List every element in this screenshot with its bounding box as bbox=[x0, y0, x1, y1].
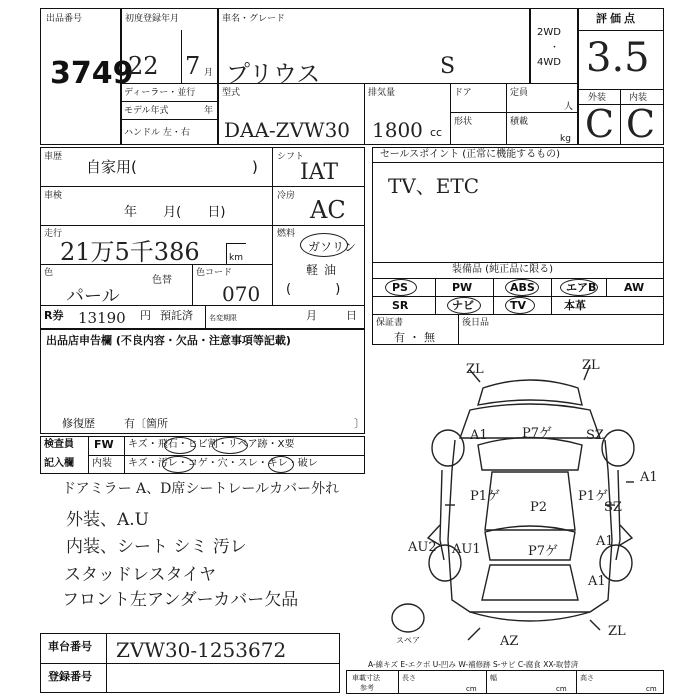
damage-mark: SZ bbox=[604, 500, 622, 515]
damage-mark: P7ゲ bbox=[528, 544, 559, 559]
note-line: フロント左アンダーカバー欠品 bbox=[62, 590, 299, 610]
damage-mark: AZ bbox=[500, 634, 519, 649]
capacity-label: 定員 bbox=[510, 88, 529, 98]
handle-label: ハンドル 左・右 bbox=[124, 128, 190, 138]
fuel-paren: ( ) bbox=[286, 282, 341, 297]
shift-value: IAT bbox=[300, 160, 339, 185]
exterior-label: 外装 bbox=[588, 93, 607, 103]
first-reg-month: 7 bbox=[185, 52, 201, 80]
lot-label: 出品番号 bbox=[46, 14, 83, 24]
mileage-unit: km bbox=[229, 253, 243, 263]
spare-label: スペア bbox=[396, 636, 420, 645]
sales-point-value: TV、ETC bbox=[388, 174, 480, 198]
capacity-unit: 人 bbox=[564, 102, 574, 112]
model-grade-label: 車名・グレード bbox=[222, 14, 286, 24]
fw-items: キズ・飛石・ヒビ割・リペア跡・X要 bbox=[128, 439, 295, 450]
interior-items: キズ・汚レ・コゲ・穴・スレ・キレ・破レ bbox=[128, 458, 318, 469]
recycle-value: 13190 bbox=[78, 309, 126, 327]
equipment-item: 本革 bbox=[564, 299, 586, 312]
lot-number: 3749 bbox=[50, 56, 134, 91]
recycle-deposit: 預託済 bbox=[160, 309, 193, 322]
inspection-label: 車検 bbox=[44, 191, 63, 201]
equipment-item: AW bbox=[624, 281, 645, 294]
equipment-item: ABS bbox=[510, 281, 535, 294]
history-value: 自家用( bbox=[86, 158, 137, 176]
mileage-label: 走行 bbox=[44, 229, 63, 239]
measure-label2: 参考 bbox=[360, 684, 374, 692]
deadline-day: 日 bbox=[346, 309, 357, 322]
warranty-value: 有・無 bbox=[394, 331, 439, 344]
color-code-label: 色コード bbox=[196, 268, 233, 278]
type-value: DAA-ZVW30 bbox=[224, 118, 351, 142]
damage-mark: SZ bbox=[586, 428, 604, 443]
note-line: スタッドレスタイヤ bbox=[64, 565, 217, 585]
type-label: 型式 bbox=[222, 88, 241, 98]
load-label: 積載 bbox=[510, 117, 529, 127]
fuel-gasoline: ガソリン bbox=[308, 240, 357, 254]
fw-label: FW bbox=[94, 438, 114, 451]
note-line: ドアミラー A、D席シートレールカバー外れ bbox=[62, 481, 340, 497]
grade: S bbox=[440, 54, 456, 79]
color-change-label: 色替 bbox=[152, 275, 172, 286]
exterior-grade: C bbox=[585, 102, 615, 146]
fuel-diesel: 軽油 bbox=[306, 263, 343, 277]
measure-width: 幅 bbox=[490, 674, 497, 682]
color-label: 色 bbox=[44, 268, 54, 278]
measure-length: 長さ bbox=[402, 674, 416, 682]
sales-point-label: セールスポイント (正常に機能するもの) bbox=[380, 149, 561, 160]
mileage-value: 21万5千386 bbox=[60, 238, 200, 266]
color-value: パール bbox=[66, 286, 120, 307]
load-unit: kg bbox=[560, 134, 571, 144]
damage-mark: P7ゲ bbox=[522, 426, 553, 441]
equipment-item: エアB bbox=[566, 281, 597, 294]
inspection-value: 年 月( 日) bbox=[124, 205, 226, 220]
measure-label1: 車載寸法 bbox=[352, 674, 380, 682]
chassis-value: ZVW30-1253672 bbox=[116, 638, 287, 662]
declaration-title: 出品店申告欄 (不良内容・欠品・注意事項等記載) bbox=[46, 334, 291, 347]
shift-label: シフト bbox=[277, 152, 305, 162]
history-label: 車歴 bbox=[44, 152, 63, 162]
drive-2wd: 2WD bbox=[537, 27, 561, 38]
equipment-label: 装備品 (純正品に限る) bbox=[452, 264, 553, 275]
deadline-label: 名変期限 bbox=[209, 314, 237, 322]
damage-mark: ZL bbox=[582, 358, 600, 373]
model-year-label: モデル年式 bbox=[124, 106, 169, 116]
aircon-value: AC bbox=[310, 196, 346, 224]
repair-close: 〕 bbox=[354, 417, 365, 430]
aircon-label: 冷房 bbox=[277, 191, 296, 201]
damage-mark: AU2 bbox=[408, 540, 437, 555]
drive-4wd: 4WD bbox=[537, 57, 561, 68]
equipment-item: TV bbox=[510, 299, 527, 312]
interior-label: 内装 bbox=[629, 93, 648, 103]
arrival-label: 後日品 bbox=[462, 318, 490, 328]
score-label: 評価点 bbox=[596, 12, 638, 25]
first-reg-label: 初度登録年月 bbox=[125, 14, 180, 24]
equipment-item: ナビ bbox=[452, 299, 474, 312]
displacement-value: 1800 bbox=[372, 118, 423, 142]
first-reg-month-unit: 月 bbox=[204, 68, 214, 78]
measure-width-unit: cm bbox=[556, 685, 567, 693]
history-close: ) bbox=[252, 158, 258, 176]
measure-length-unit: cm bbox=[466, 685, 477, 693]
reg-label: 登録番号 bbox=[48, 670, 92, 683]
equipment-item: PW bbox=[452, 281, 473, 294]
note-line: 外装、A.U bbox=[66, 510, 150, 530]
damage-mark: A1 bbox=[640, 470, 658, 485]
damage-mark: A1 bbox=[470, 428, 488, 443]
damage-mark: A1 bbox=[596, 534, 614, 549]
damage-mark: P1ゲ bbox=[578, 489, 609, 504]
note-line: 内装、シート シミ 汚レ bbox=[66, 537, 247, 557]
recorder-label: 記入欄 bbox=[44, 458, 74, 469]
model-year-unit: 年 bbox=[204, 106, 214, 116]
equipment-item: SR bbox=[392, 299, 409, 312]
door-label: ドア bbox=[454, 88, 472, 98]
interior-grade: C bbox=[626, 102, 656, 146]
repair-value: 有〔箇所 bbox=[124, 417, 168, 430]
fuel-label: 燃料 bbox=[277, 229, 296, 239]
damage-mark: A1 bbox=[588, 574, 606, 589]
color-code-value: 070 bbox=[222, 282, 261, 306]
interior-inspect-label: 内装 bbox=[92, 458, 112, 469]
equipment-item: PS bbox=[392, 281, 408, 294]
measure-block bbox=[346, 670, 664, 694]
car-name: プリウス bbox=[226, 60, 321, 88]
damage-mark: AU1 bbox=[452, 542, 481, 557]
damage-mark: ZL bbox=[608, 624, 626, 639]
recycle-label: R券 bbox=[44, 309, 64, 322]
measure-height-unit: cm bbox=[646, 685, 657, 693]
dealer-label: ディーラー・並行 bbox=[124, 88, 196, 98]
measure-height: 高さ bbox=[580, 674, 594, 682]
displacement-unit: cc bbox=[430, 126, 443, 139]
recycle-unit: 円 bbox=[140, 309, 151, 322]
damage-mark: ZL bbox=[466, 362, 484, 377]
shape-label: 形状 bbox=[454, 117, 473, 127]
drive-sep: ・ bbox=[550, 43, 560, 53]
inspector-label: 検査員 bbox=[44, 439, 74, 450]
displacement-label: 排気量 bbox=[368, 88, 396, 98]
repair-label: 修復歴 bbox=[62, 417, 95, 430]
chassis-label: 車台番号 bbox=[48, 640, 92, 653]
warranty-label: 保証書 bbox=[376, 318, 404, 328]
deadline-month: 月 bbox=[306, 309, 317, 322]
score-value: 3.5 bbox=[586, 35, 650, 81]
damage-legend: A-線キズ E-エクボ U-凹み W-補修跡 S-サビ C-腐食 XX-取替済 bbox=[368, 660, 579, 669]
damage-mark: P1ゲ bbox=[470, 489, 501, 504]
first-reg-year: 22 bbox=[128, 52, 159, 80]
damage-mark: P2 bbox=[530, 500, 548, 515]
